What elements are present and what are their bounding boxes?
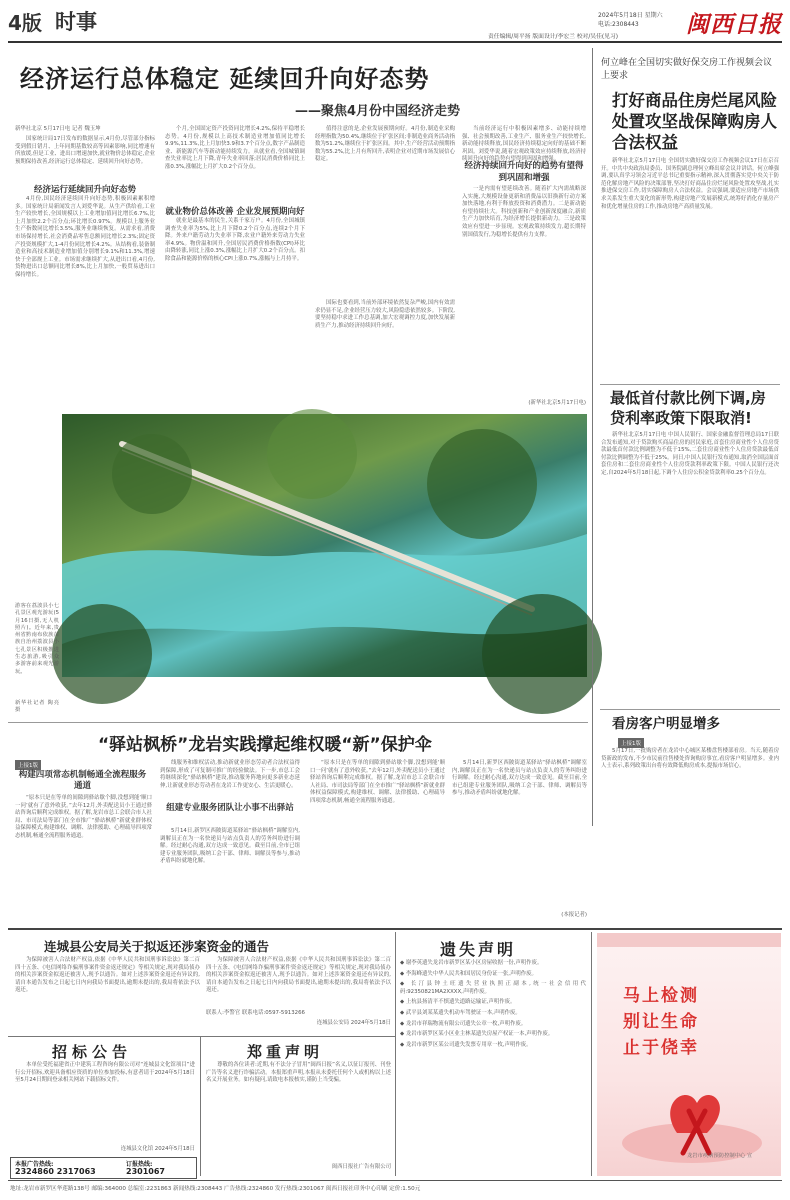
- notice-statement-sign: 闽西日报社广告有限公司: [331, 1164, 391, 1170]
- lost-item: ◆ 谢李英遗失龙岩市新罗区某小区房屋收据一份,声明作废。: [400, 960, 543, 966]
- editors-line: 责任编辑/周平扬 版面设计/李宏兰 校对/吴佳(见习): [488, 34, 619, 40]
- notice-police-title: 连城县公安局关于拟返还涉案资金的通告: [44, 939, 270, 954]
- lost-item: ◆ 长汀县钟土旺遗失营业执照正副本,统一社会信用代码:92350821MA2XXXX,声明作废。: [400, 981, 586, 995]
- right-body-1: 新华社北京5月17日电 全国切实做好保交房工作视频会议17日在京召开。中共中央政治局委员、国务院副总理何立峰出席会议并讲话。何立峰强调,要认真学习领会习近平总书记重要指示精神,深入贯彻落实党中央关于防范化解房地产风险的决策部署,坚决打好商品住房烂尾风险处置攻坚战,扎实推进保交房工作,切实保障购房人合法权益。会议强调,要适应房地产市场供求关系发生重大变化的新形势,构建房地产发展新模式,统筹好消化存量房产和优化增量住房的工作,推动房地产高质量发展。: [601, 158, 779, 210]
- right-tag: 上接1版: [618, 738, 644, 748]
- lead-intro: 国家统计局17日发布的数据显示,4月份,尽管部分指标受到假日错月、上年同期基数较高等因素影响,同比增速有所放缓,但是工业、进出口增速加快,就业物价总体稳定,企业预期保持改善,经济运行总体稳定、延续回升向好态势。: [15, 136, 155, 165]
- notice-police-sign: 连城县公安局 2024年5月18日: [316, 1020, 391, 1026]
- phone-line: 电话:2308443: [598, 21, 639, 28]
- lead-subhead-1: 经济运行延续回升向好态势: [33, 185, 136, 195]
- ad-line-1: 马上检测: [623, 986, 699, 1006]
- notice-lost-title: 遗失声明: [440, 940, 517, 959]
- lead-col-2: 个月,全国固定资产投资同比增长4.2%,保持平稳增长态势。4月份,规模以上高技术制造业增加值同比增长9.9%,11.3%,比上月加快3.9和3.7个百分点,数字产品制造业、新能源汽车等新动能持续发力。从就业看,全国城镇调查失业率比上月下降,青年失业率回落;居民消费价格同比上涨0.3%,涨幅比上月扩大0.2个百分点。: [165, 126, 305, 170]
- lead-col-1: 4月份,国民经济延续回升向好态势,积极因素累积增多。国家统计局新闻发言人刘爱华说。从生产供给看,工业生产较快增长,全国规模以上工业增加值同比增长6.7%,比上月加快2.2个百分点;环比增长0.97%。规模以上服务业生产指数同比增长3.5%,服务业继续恢复。从需求看,消费市场保持增长,社会消费品零售总额同比增长2.3%;固定资产投资规模扩大,1-4月份同比增长4.2%。从结构看,装备制造业和高技术制造业增加值分别增长9.1%和11.3%,增速快于全部规上工业。市场需求继续扩大,从进出口看,4月份,货物进出口总额同比增长8%,比上月加快,一般贸易进出口保持增长。: [15, 196, 155, 278]
- lead-col-4: 当前经济运行中积极因素增多、动能持续增强、社会预期改善,工业生产、服务业生产较快增长,新动能持续释放,国民经济持续稳定向好的基础不断巩固。刘爱华说,随着宏观政策效应持续释放,经济持续回升向好的趋势有望得到巩固和增强。: [462, 126, 586, 163]
- story2-body-4: 5月14日,新罗区西陂街道某驿站“驿站枫桥”调解室内,调解员正在为一名快递员与站点负责人的劳务纠纷进行调解。经过耐心沟通,双方达成一致意见。截至目前,全市已组建专业服务团队,吸纳工会干部、律师、调解员等参与,推动矛盾纠纷就地化解。: [452, 760, 587, 797]
- date-line: 2024年5月18日 星期六: [598, 12, 663, 19]
- footer-rule: [8, 1180, 782, 1181]
- column-divider: [592, 48, 593, 826]
- masthead-rule: [8, 41, 782, 43]
- right-body-3: 5月17日,一批购房者在龙岩中心城区某楼盘售楼部看房。当天,随着房贷新政的发布,不少市民前往售楼处咨询购房事宜,看房客户明显增多。业内人士表示,系列政策出台将有效降低购房成本,提振市场信心。: [601, 748, 779, 770]
- notice-tender-sign: 连城县文化馆 2024年5月18日: [120, 1146, 195, 1152]
- lost-items-list: [400, 960, 586, 1175]
- ad-hotline-phones: 2324860 2317063: [15, 1167, 96, 1176]
- footer-info: 地址:龙岩市新罗区华莲路138号 邮编:364000 总编室:2231863 新闻热线:2308443 广告热线:2324860 发行热线:2301067 闽西日报社印务中心印刷 定价:1.50元: [10, 1186, 421, 1192]
- lead-col-3b: 国际也要看到,当前外部环境依然复杂严峻,国内有效需求仍显不足,企业经营压力较大,风险隐患依然较多。下阶段,要坚持稳中求进工作总基调,加大宏观调控力度,加快发展新质生产力,推动经济持续回升向好。: [315, 300, 455, 329]
- ad-top-band: [597, 933, 781, 947]
- right-section-title: 看房客户明显增多: [612, 716, 720, 732]
- right-kicker: 何立峰在全国切实做好保交房工作视频会议上要求: [601, 58, 773, 81]
- lead-byline: 新华社北京 5月17日电 记者 魏玉坤: [15, 126, 101, 132]
- lead-col-4b: 一是内需有望延续改善。随着扩大内需战略深入实施,大规模设备更新和消费品以旧换新行动方案加快落地,有利于释放投资和消费潜力。二是新动能有望持续壮大。科技创新和产业创新深度融合,新质生产力加快培育,为经济增长提供新动力。三是政策效应有望进一步显现。宏观政策持续发力,超长期特别国债发行,为稳增长提供有力支撑。: [462, 186, 586, 238]
- lost-item: ◆ 龙岩市新罗区某公司遗失发票专用章一枚,声明作废。: [400, 1041, 532, 1048]
- photo-credit: 新华社记者 陶亮 摄: [15, 700, 59, 714]
- notice-divider-2: [395, 932, 396, 1176]
- story2-rule: [8, 722, 588, 723]
- story2-body-1: “原本只是在等单的间隙到驿站歇个脚,没想到能‘顺口一问’就有了意外收获。”去年12月,外卖配送员小王通过驿站咨询后顺利完成维权。据了解,龙岩市总工会联合市人社局、市司法局等部门在全市推广“驿站枫桥”新就业群体权益保障模式,构建维权、调解、法律援助、心理疏导四项常态机制,畅通全流程服务通道。: [15, 795, 152, 839]
- story2-subhead-2: 组建专业服务团队让小事不出驿站: [166, 803, 294, 813]
- story2-body-1b: 线服务和维权活动,推动新就业形态劳动者合法权益得到保障,形成了可复制可推广的经验做法。下一步,市总工会将继续深化“驿站枫桥”建设,推动服务阵地向更多新业态延伸,让新就业形态劳动者在龙岩工作更安心、生活更暖心。: [160, 760, 300, 789]
- lead-col-4c: (新华社北京5月17日电): [528, 400, 586, 406]
- story2-body-3: “原本只是在等单的间隙到驿站歇个脚,没想到能‘顺口一问’就有了意外收获。”去年12月,外卖配送员小王通过驿站咨询后顺利完成维权。据了解,龙岩市总工会联合市人社局、市司法局等部门在全市推广“驿站枫桥”新就业群体权益保障模式,构建维权、调解、法律援助、心理疏导四项常态机制,畅通全流程服务通道。: [310, 760, 445, 804]
- right-rule-2: [600, 709, 780, 710]
- subscribe-hotline-label: 订报热线:: [126, 1161, 153, 1168]
- notice-police-body: 为保障被害人合法财产权益,依据《中华人民共和国刑事诉讼法》第二百四十五条、《电信网络诈骗刑事案件资金返还规定》等相关规定,现对我局侦办的相关涉案资金拟返还被害人,现予以通告。如对上述涉案资金返还有异议的,请自本通告发布之日起七日内向我局书面提出,逾期未提出的,我局将依法予以返还。: [15, 957, 200, 994]
- red-ribbon-hands-icon: [617, 1073, 767, 1163]
- story2-tag: 上接1版: [15, 760, 41, 770]
- section-title: 时事: [55, 10, 97, 34]
- notice-statement-title: 郑重声明: [247, 1043, 324, 1061]
- lost-item: ◆ 龙岩市新罗区某小区业主林某遗失房屋产权证一本,声明作废。: [400, 1031, 554, 1038]
- notice-police-body-2: 为保障被害人合法财产权益,依据《中华人民共和国刑事诉讼法》第二百四十五条、《电信网络诈骗刑事案件资金返还规定》等相关规定,现对我局侦办的相关涉案资金拟返还被害人,现予以通告。如对上述涉案资金返还有异议的,请自本通告发布之日起七日内向我局书面提出,逾期未提出的,我局将依法予以返还。: [206, 957, 391, 994]
- right-headline-1: 打好商品住房烂尾风险处置攻坚战保障购房人合法权益: [612, 91, 777, 152]
- story2-subhead-1: 构建四项常态机制畅通全流程服务通道: [18, 770, 147, 791]
- lost-item: ◆ 上杭县扬清平不慎遗失道路运输证,声明作废。: [400, 999, 516, 1006]
- ad-hotline-label: 本报广告热线:: [15, 1161, 54, 1168]
- landscape-photo: [62, 414, 587, 677]
- photo-caption: 游客在荔波县小七孔景区观光游玩(5月16日摄,无人机照片)。近年来,贵州省黔南布依族苗族自治州荔波县小七孔景区积极推进生态旅游,吸引众多游客前来观光游玩。: [15, 603, 59, 675]
- lead-col-3: 值得注意的是,企业发展预期向好。4月份,制造业采购经理指数为50.4%,继续位于扩张区间;非制造业商务活动指数为51.2%,继续位于扩张区间。其中,生产经营活动预期指数为55.2%,比上月有所回升,表明企业对近期市场发展信心稳定。: [315, 126, 455, 163]
- ad-line-2: 别让生命: [623, 1012, 699, 1032]
- ad-line-3: 止于侥幸: [623, 1038, 699, 1058]
- newspaper-logo: 闽西日报: [686, 11, 782, 38]
- story2-body-2: 5月14日,新罗区西陂街道某驿站“驿站枫桥”调解室内,调解员正在为一名快递员与站点负责人的劳务纠纷进行调解。经过耐心沟通,双方达成一致意见。截至目前,全市已组建专业服务团队,吸纳工会干部、律师、调解员等参与,推动矛盾纠纷就地化解。: [160, 828, 300, 865]
- right-rule-1: [600, 384, 780, 385]
- lost-item: ◆ 李海峰遗失中华人民共和国居民身份证一张,声明作废。: [400, 970, 537, 977]
- lead-subtitle: ——聚焦4月份中国经济走势: [295, 104, 461, 119]
- lead-subhead-2: 就业物价总体改善 企业发展预期向好: [165, 207, 305, 217]
- subscribe-hotline-phone: 2301067: [126, 1167, 165, 1176]
- notice-rule-2: [200, 1036, 395, 1037]
- page-number: 4版: [8, 11, 42, 35]
- right-body-2: 新华社北京5月17日电 中国人民银行、国家金融监督管理总局17日联合发布通知,对于贷款购买商品住房的居民家庭,首套住房商业性个人住房贷款最低首付款比例调整为不低于15%,二套住房商业性个人住房贷款最低首付款比例调整为不低于25%。同日,中国人民银行发布通知,取消全国层面首套住房和二套住房商业性个人住房贷款利率政策下限。中国人民银行还决定,自2024年5月18日起,下调个人住房公积金贷款利率0.25个百分点。: [601, 432, 779, 476]
- ad-footer: 龙岩市疾病预防控制中心 宣: [687, 1153, 753, 1159]
- bottom-block-rule: [8, 928, 782, 930]
- lost-item: ◆ 龙岩市祥瑞物流有限公司遗失公章一枚,声明作废。: [400, 1020, 527, 1027]
- notice-tender-body: 本单位受托福建省正中建筑工程咨询有限公司对“连城县文化馆项目”进行公开招标,欢迎具备相应资质的单位参加投标,有意者请于2024年5月18日至5月24日期间登录相关网站下载招标文件。: [15, 1062, 195, 1084]
- lead-col-2b: 就业是最基本的民生,关系千家万户。4月份,全国城镇调查失业率为5%,比上月下降0.2个百分点,连续2个月下降。外来户籍劳动力失业率下降,农业户籍外来劳动力失业率4.9%。物价温和回升,全国居民消费价格指数(CPI)环比由降转涨,同比上涨0.3%,涨幅比上月扩大0.2个百分点。扣除食品和能源价格的核心CPI上涨0.7%,涨幅与上月持平。: [165, 218, 305, 262]
- notice-divider-3: [591, 932, 592, 1176]
- notice-statement-body: 尊敬的各位读者:近期,有不法分子冒用“闽西日报”名义,以征订报刊、刊登广告等名义进行诈骗活动。本报郑重声明,本报从未委托任何个人或机构以上述名义开展业务。如有疑问,请致电本报核实,谨防上当受骗。: [206, 1062, 391, 1084]
- public-health-ad: [597, 933, 781, 1176]
- photo-scene: [62, 414, 587, 677]
- lead-headline: 经济运行总体稳定 延续回升向好态势: [20, 65, 430, 93]
- story2-credit: (本报记者): [561, 912, 587, 918]
- lost-item: ◆ 武平县刘某某遗失机动车驾驶证一本,声明作废。: [400, 1009, 521, 1016]
- notice-divider-1: [200, 1036, 201, 1176]
- story2-headline: “驿站枫桥”龙岩实践撑起维权暖“新”保护伞: [98, 735, 432, 755]
- subscription-box: [10, 1157, 197, 1179]
- lead-subhead-3: 经济持续回升向好的趋势有望得到巩固和增强: [464, 161, 584, 183]
- notice-tender-title: 招标公告: [52, 1043, 133, 1061]
- notice-police-contact: 联系人:李警官 联系电话:0597-5913266: [206, 1010, 305, 1016]
- right-headline-2: 最低首付款比例下调,房贷利率政策下限取消!: [610, 389, 766, 427]
